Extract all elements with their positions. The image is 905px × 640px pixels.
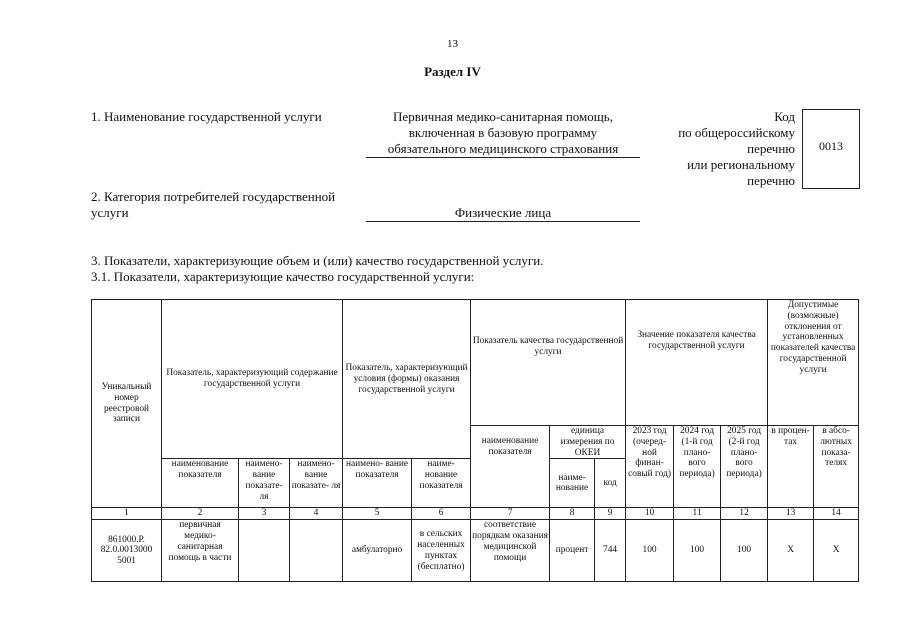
header-dev-absolute: в абсо- лютных показа- телях — [814, 426, 859, 508]
header-okei-code: код — [595, 459, 626, 508]
column-number: 4 — [290, 508, 343, 520]
column-number: 1 — [92, 508, 162, 520]
header-quality-group: Показатель качества государственной услуги — [471, 300, 626, 426]
column-number: 2 — [162, 508, 239, 520]
consumer-category-value: Физические лица — [366, 205, 640, 222]
code-label-line: перечню — [747, 141, 795, 156]
column-number: 12 — [721, 508, 768, 520]
cell-condition-1: амбулаторно — [343, 520, 412, 582]
service-name-value — [366, 109, 640, 158]
page-number: 13 — [447, 38, 458, 50]
code-label-line: Код — [774, 109, 795, 124]
consumer-category-label — [91, 189, 335, 221]
heading-3: 3. Показатели, характеризующие объем и (или) качество государственной услуги. — [91, 253, 544, 268]
header-unique-number: Уникальный номер реестровой записи — [92, 300, 162, 508]
column-number: 10 — [626, 508, 674, 520]
column-number: 9 — [595, 508, 626, 520]
column-number: 5 — [343, 508, 412, 520]
code-label — [640, 109, 795, 189]
header-deviations-group: Допустимые (возможные) отклонения от установленных показателей качества государственной услуги — [768, 300, 859, 426]
cell-value-2023: 100 — [626, 520, 674, 582]
code-label-line: по общероссийскому — [678, 125, 795, 140]
cell-value-2025: 100 — [721, 520, 768, 582]
header-year-2025: 2025 год (2-й год плано- вого периода) — [721, 426, 768, 508]
heading-3-1: 3.1. Показатели, характеризующие качество государственной услуги: — [91, 269, 475, 284]
header-year-2023: 2023 год (очеред- ной финан- совый год) — [626, 426, 674, 508]
cell-unit-code: 744 — [595, 520, 626, 582]
cell-content: первичная медико- санитарная помощь в части — [162, 520, 239, 582]
service-name-line: включенная в базовую программу — [408, 125, 598, 140]
cell-value-2024: 100 — [674, 520, 721, 582]
header-col-5: наимено- вание показателя — [343, 459, 412, 508]
header-year-2024: 2024 год (1-й год плано- вого периода) — [674, 426, 721, 508]
cell-unit-name: процент — [550, 520, 595, 582]
column-number: 14 — [814, 508, 859, 520]
consumer-category-line: 2. Категория потребителей государственной — [91, 189, 336, 204]
cell-col-4 — [290, 520, 343, 582]
header-col-6: наиме- нование показателя — [412, 459, 471, 508]
cell-condition-2: в сельских населенных пунктах (бесплатно) — [412, 520, 471, 582]
column-number: 13 — [768, 508, 814, 520]
column-number: 7 — [471, 508, 550, 520]
header-col-4: наимено- вание показате- ля — [290, 459, 343, 508]
header-col-2: наименование показателя — [162, 459, 239, 508]
header-okei: единица измерения по ОКЕИ — [550, 426, 626, 459]
column-number: 11 — [674, 508, 721, 520]
column-number: 6 — [412, 508, 471, 520]
code-label-line: перечню — [747, 173, 795, 188]
cell-col-3 — [239, 520, 290, 582]
header-indicator-name: наименование показателя — [471, 426, 550, 508]
header-values-group: Значение показателя качества государственной услуги — [626, 300, 768, 426]
header-content-group: Показатель, характеризующий содержание государственной услуги — [162, 300, 343, 459]
quality-indicators-table — [91, 299, 859, 582]
cell-dev-percent: Х — [768, 520, 814, 582]
cell-dev-absolute: Х — [814, 520, 859, 582]
header-okei-name: наиме- нование — [550, 459, 595, 508]
section-title: Раздел IV — [424, 64, 481, 79]
column-number: 8 — [550, 508, 595, 520]
header-col-3: наимено- вание показате- ля — [239, 459, 290, 508]
service-name-line: Первичная медико-санитарная помощь, — [393, 109, 613, 124]
column-number: 3 — [239, 508, 290, 520]
header-dev-percent: в процен- тах — [768, 426, 814, 508]
service-name-label: 1. Наименование государственной услуги — [91, 109, 322, 124]
service-name-line: обязательного медицинского страхования — [366, 141, 640, 158]
code-box: 0013 — [802, 109, 860, 189]
consumer-category-line: услуги — [91, 205, 129, 220]
cell-unique-number: 861000.Р. 82.0.0013000 5001 — [92, 520, 162, 582]
code-label-line: или региональному — [687, 157, 795, 172]
header-conditions-group: Показатель, характеризующий условия (формы) оказания государственной услуги — [343, 300, 471, 459]
table-row — [92, 520, 859, 582]
cell-indicator: соответствие порядкам оказания медицинской помощи — [471, 520, 550, 582]
